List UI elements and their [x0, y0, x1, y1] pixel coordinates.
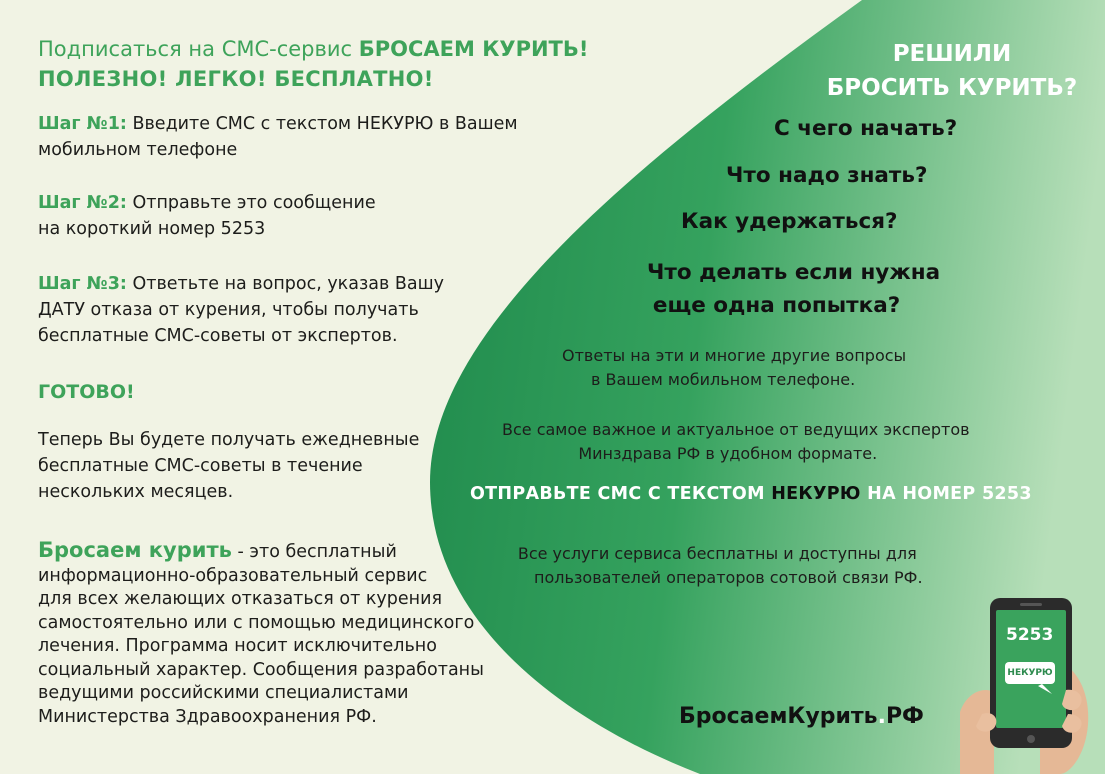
info-line: Минздрава РФ в удобном формате.: [578, 444, 878, 463]
step-text: мобильном телефоне: [38, 140, 238, 160]
hand-holding-phone-icon: [960, 594, 1105, 774]
site-tld: РФ: [885, 704, 924, 729]
about-text: [38, 539, 484, 729]
phone-number: 5253: [1006, 625, 1054, 645]
question-4: [613, 256, 940, 322]
info-line: пользователей операторов сотовой связи РФ.: [534, 568, 923, 587]
page-title: [38, 37, 588, 61]
daily-line: Теперь Вы будете получать ежедневные: [38, 430, 420, 450]
about-line: самостоятельно или с помощью медицинского: [38, 612, 475, 633]
question-1: С чего начать?: [774, 116, 958, 141]
step-label: Шаг №3:: [38, 274, 127, 294]
title-brand: БРОСАЕМ КУРИТЬ!: [358, 37, 589, 61]
info-answers: [540, 344, 906, 392]
cta-keyword: НЕКУРЮ: [771, 484, 861, 504]
step-3: [38, 271, 444, 349]
step-text: ДАТУ отказа от курения, чтобы получать: [38, 300, 419, 320]
info-line: Все самое важное и актуальное от ведущих экспертов: [502, 420, 970, 439]
heading-line: РЕШИЛИ: [892, 41, 1012, 67]
daily-line: бесплатные СМС-советы в течение: [38, 456, 363, 476]
info-experts: [486, 418, 970, 466]
about-line: лечения. Программа носит исключительно: [38, 636, 437, 656]
site-name: БросаемКурить: [679, 704, 878, 729]
cta-text: ОТПРАВЬТЕ СМС С ТЕКСТОМ: [470, 484, 772, 504]
about-line: социальный характер. Сообщения разработаны: [38, 659, 484, 680]
website-name: [679, 704, 924, 729]
step-text: Введите СМС с текстом НЕКУРЮ в Вашем: [132, 114, 518, 134]
ready-heading: ГОТОВО!: [38, 381, 135, 403]
about-line: информационно-образовательный сервис: [38, 565, 428, 586]
question-line: еще одна попытка?: [652, 293, 901, 318]
step-2: [38, 190, 376, 242]
site-dot: .: [877, 704, 886, 729]
question-line: Что делать если нужна: [647, 260, 941, 285]
cta-text: НА НОМЕР: [860, 484, 982, 504]
title-prefix: Подписаться на СМС-сервис: [38, 37, 353, 61]
question-3: Как удержаться?: [681, 209, 898, 234]
heading-line: БРОСИТЬ КУРИТЬ?: [826, 75, 1078, 101]
step-label: Шаг №2:: [38, 193, 127, 213]
daily-line: нескольких месяцев.: [38, 482, 234, 502]
step-text: на короткий номер 5253: [38, 219, 266, 239]
step-label: Шаг №1:: [38, 114, 127, 134]
step-1: [38, 111, 518, 163]
about-line: для всех желающих отказаться от курения: [38, 589, 442, 609]
step-text: бесплатные СМС-советы от экспертов.: [38, 326, 398, 346]
step-text: Ответьте на вопрос, указав Вашу: [132, 274, 444, 294]
cta-number: 5253: [981, 484, 1032, 504]
about-line: ведущими российскими специалистами: [38, 683, 409, 703]
phone-sms-bubble: НЕКУРЮ: [1005, 662, 1055, 684]
info-line: Все услуги сервиса бесплатны и доступны для: [517, 544, 917, 563]
about-brand: Бросаем курить: [38, 538, 232, 562]
call-to-action: [470, 484, 1032, 504]
step-text: Отправьте это сообщение: [132, 193, 376, 213]
subtitle: ПОЛЕЗНО! ЛЕГКО! БЕСПЛАТНО!: [38, 67, 434, 91]
info-line: Ответы на эти и многие другие вопросы: [562, 346, 907, 365]
question-2: Что надо знать?: [726, 163, 928, 188]
info-line: в Вашем мобильном телефоне.: [590, 370, 856, 389]
right-heading: [812, 37, 1092, 105]
about-line: Министерства Здравоохранения РФ.: [38, 706, 377, 727]
info-free: [512, 542, 923, 590]
about-line: - это бесплатный: [231, 542, 397, 562]
daily-text: [38, 427, 419, 505]
